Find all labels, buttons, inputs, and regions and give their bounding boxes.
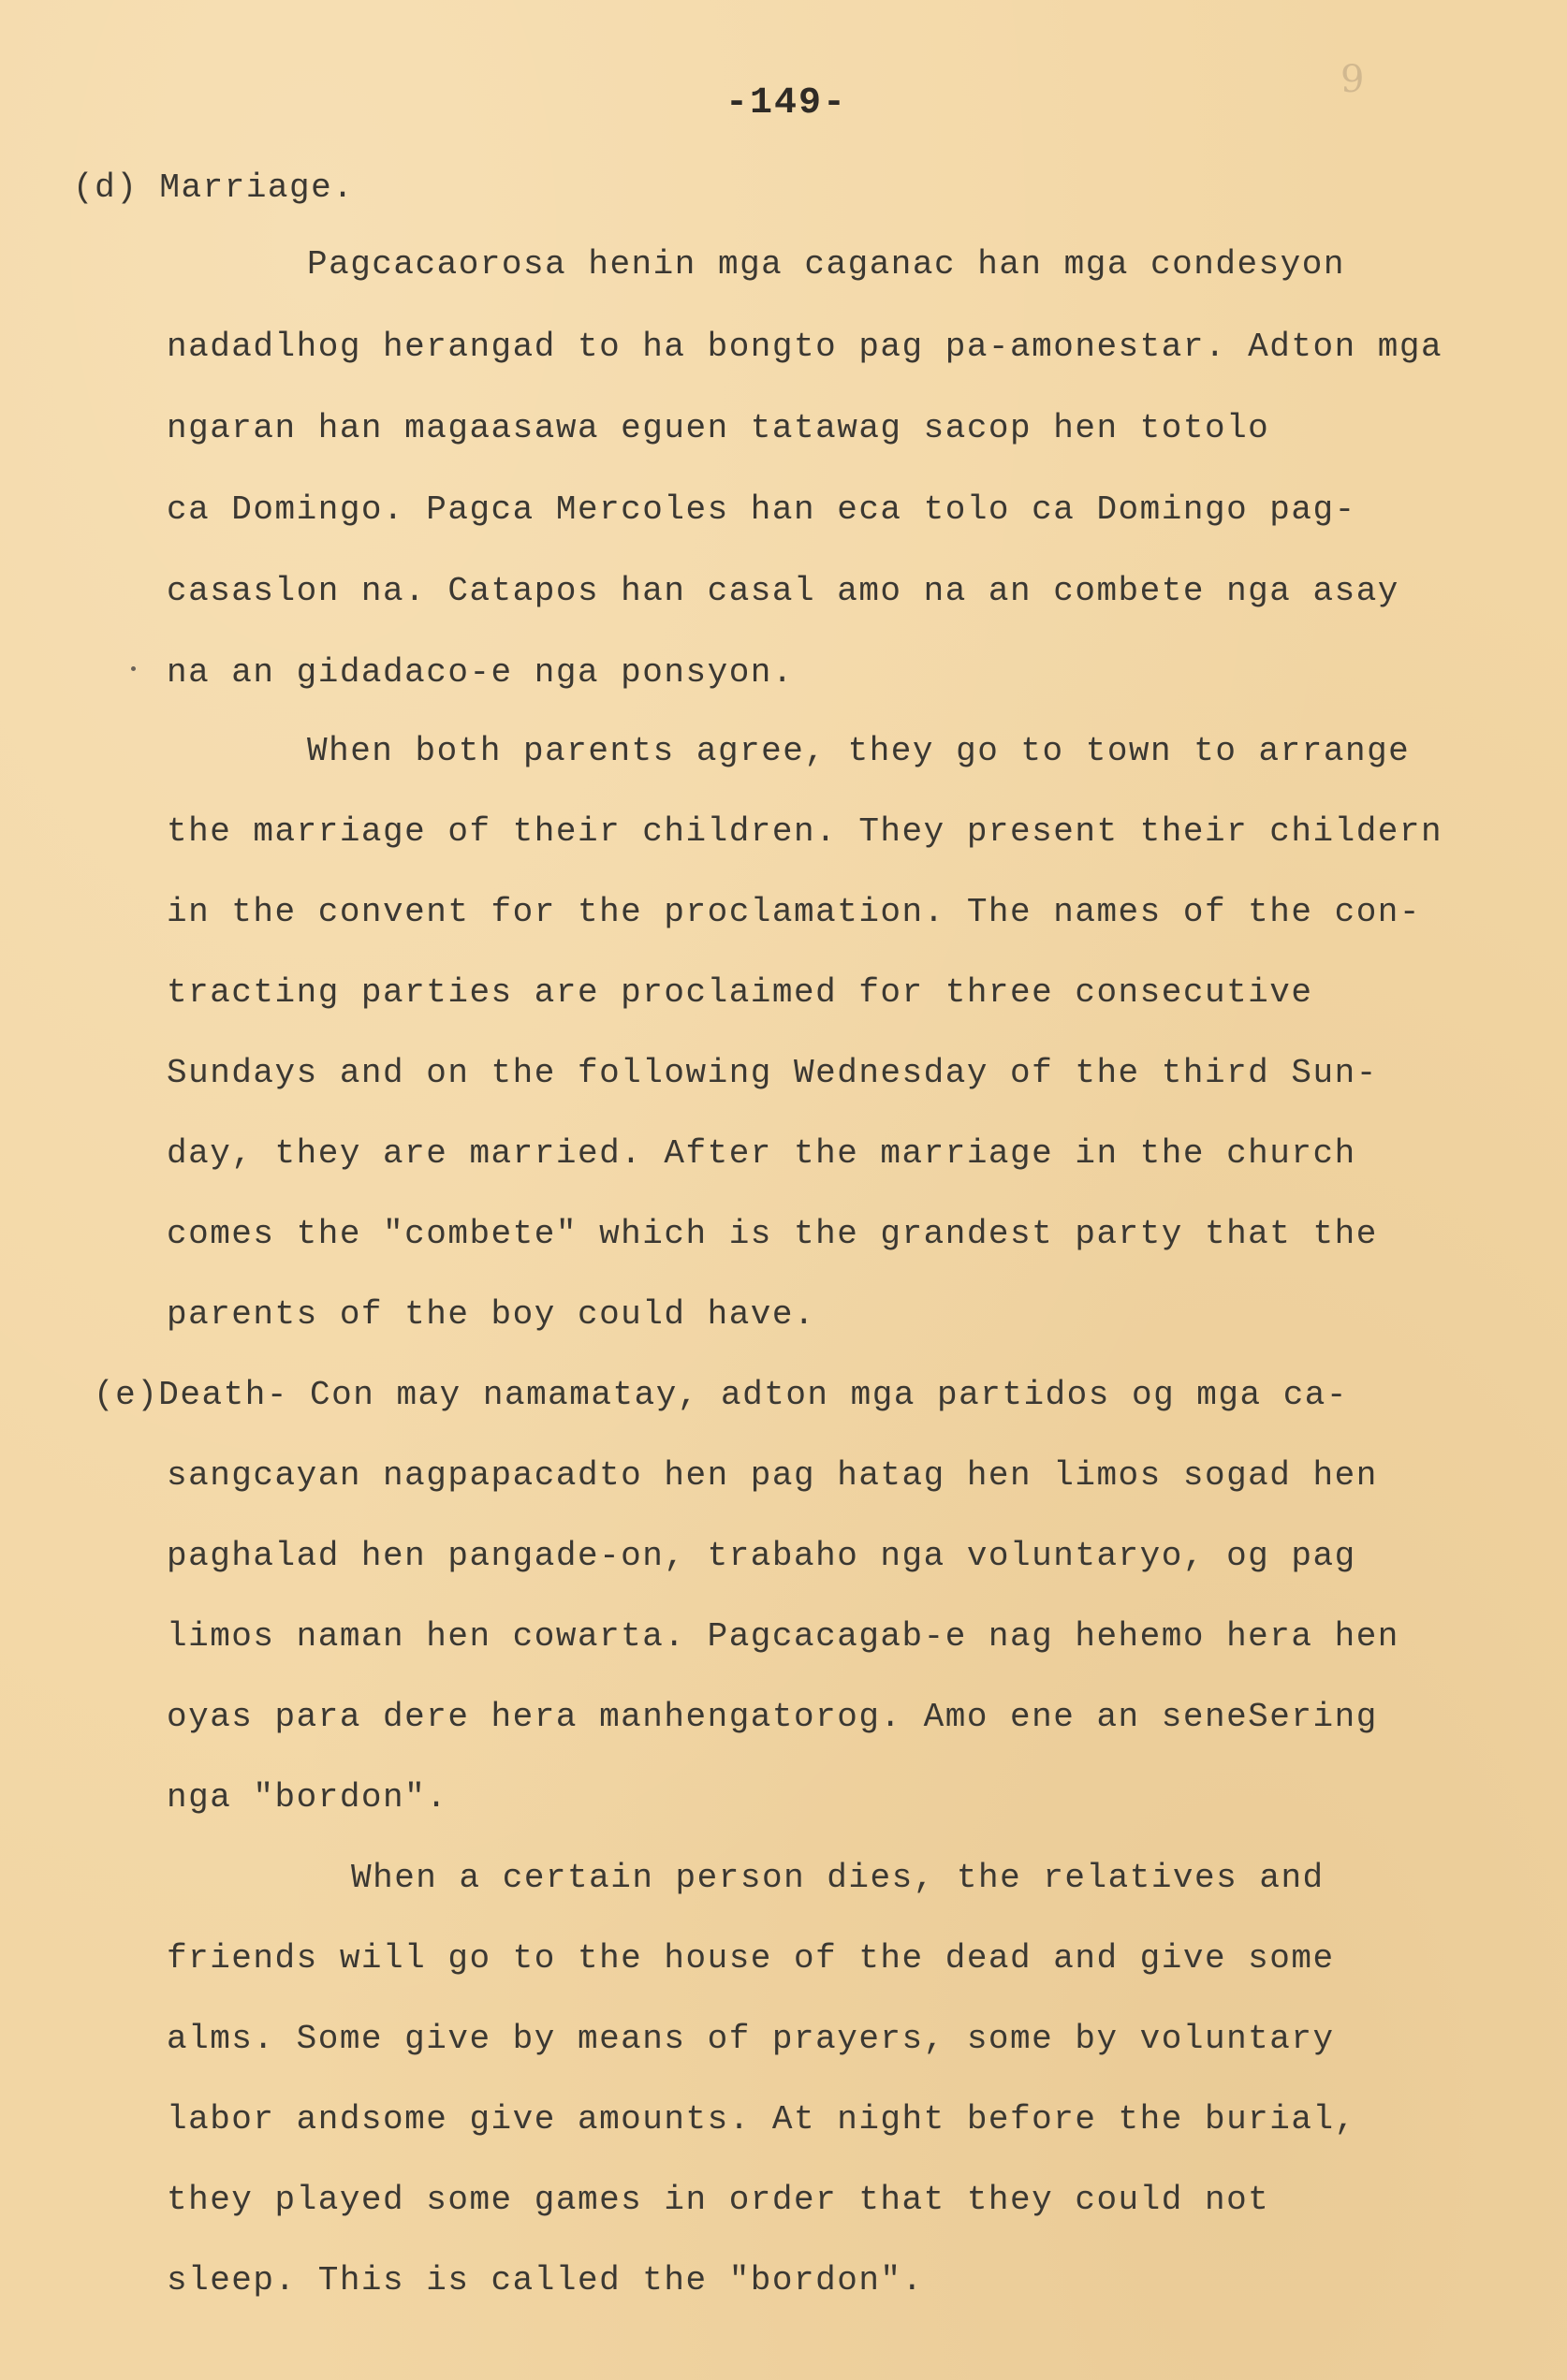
paragraph-line: day, they are married. After the marriage in the church xyxy=(167,1134,1356,1173)
margin-dot xyxy=(131,666,136,671)
paragraph-line: limos naman hen cowarta. Pagcacagab-e nag hehemo hera hen xyxy=(167,1617,1399,1656)
paragraph-line: sleep. This is called the "bordon". xyxy=(167,2261,924,2300)
section-heading-marriage: (d) Marriage. xyxy=(73,168,355,207)
paragraph-line: Sundays and on the following Wednesday of the third Sun- xyxy=(167,1054,1378,1092)
paragraph-line: labor andsome give amounts. At night before the burial, xyxy=(167,2100,1356,2139)
paragraph-line: comes the "combete" which is the grandest party that the xyxy=(167,1215,1378,1253)
paragraph-line: When both parents agree, they go to town to arrange xyxy=(307,732,1411,770)
paragraph-line: ca Domingo. Pagca Mercoles han eca tolo ca Domingo pag- xyxy=(167,490,1356,529)
paragraph-line: oyas para dere hera manhengatorog. Amo ene an seneSering xyxy=(167,1698,1378,1736)
section-heading-death: (e)Death- Con may namamatay, adton mga partidos og mga ca- xyxy=(94,1376,1349,1414)
paragraph-line: parents of the boy could have. xyxy=(167,1295,816,1334)
paragraph-line: friends will go to the house of the dead and give some xyxy=(167,1939,1335,1978)
paragraph-line: paghalad hen pangade-on, trabaho nga voluntaryo, og pag xyxy=(167,1537,1356,1575)
paragraph-line: nga "bordon". xyxy=(167,1778,448,1817)
paragraph-line: When a certain person dies, the relatives and xyxy=(351,1859,1325,1897)
paragraph-line: alms. Some give by means of prayers, some by voluntary xyxy=(167,2020,1335,2058)
paragraph-line: ngaran han magaasawa eguen tatawag sacop hen totolo xyxy=(167,409,1270,447)
paragraph-line: na an gidadaco-e nga ponsyon. xyxy=(167,653,795,692)
paragraph-line: casaslon na. Catapos han casal amo na an combete nga asay xyxy=(167,572,1399,610)
paragraph-line: they played some games in order that they could not xyxy=(167,2181,1270,2219)
paragraph-line: tracting parties are proclaimed for three consecutive xyxy=(167,973,1313,1012)
paragraph-line: the marriage of their children. They present their childern xyxy=(167,812,1443,851)
page-number: -149- xyxy=(725,82,848,124)
paragraph-line: Pagcacaorosa henin mga caganac han mga condesyon xyxy=(307,245,1345,284)
paragraph-line: nadadlhog herangad to ha bongto pag pa-amonestar. Adton mga xyxy=(167,328,1443,366)
paragraph-line: in the convent for the proclamation. The names of the con- xyxy=(167,893,1422,931)
faint-pencil-mark: 9 xyxy=(1340,58,1365,101)
paragraph-line: sangcayan nagpapacadto hen pag hatag hen limos sogad hen xyxy=(167,1456,1378,1495)
